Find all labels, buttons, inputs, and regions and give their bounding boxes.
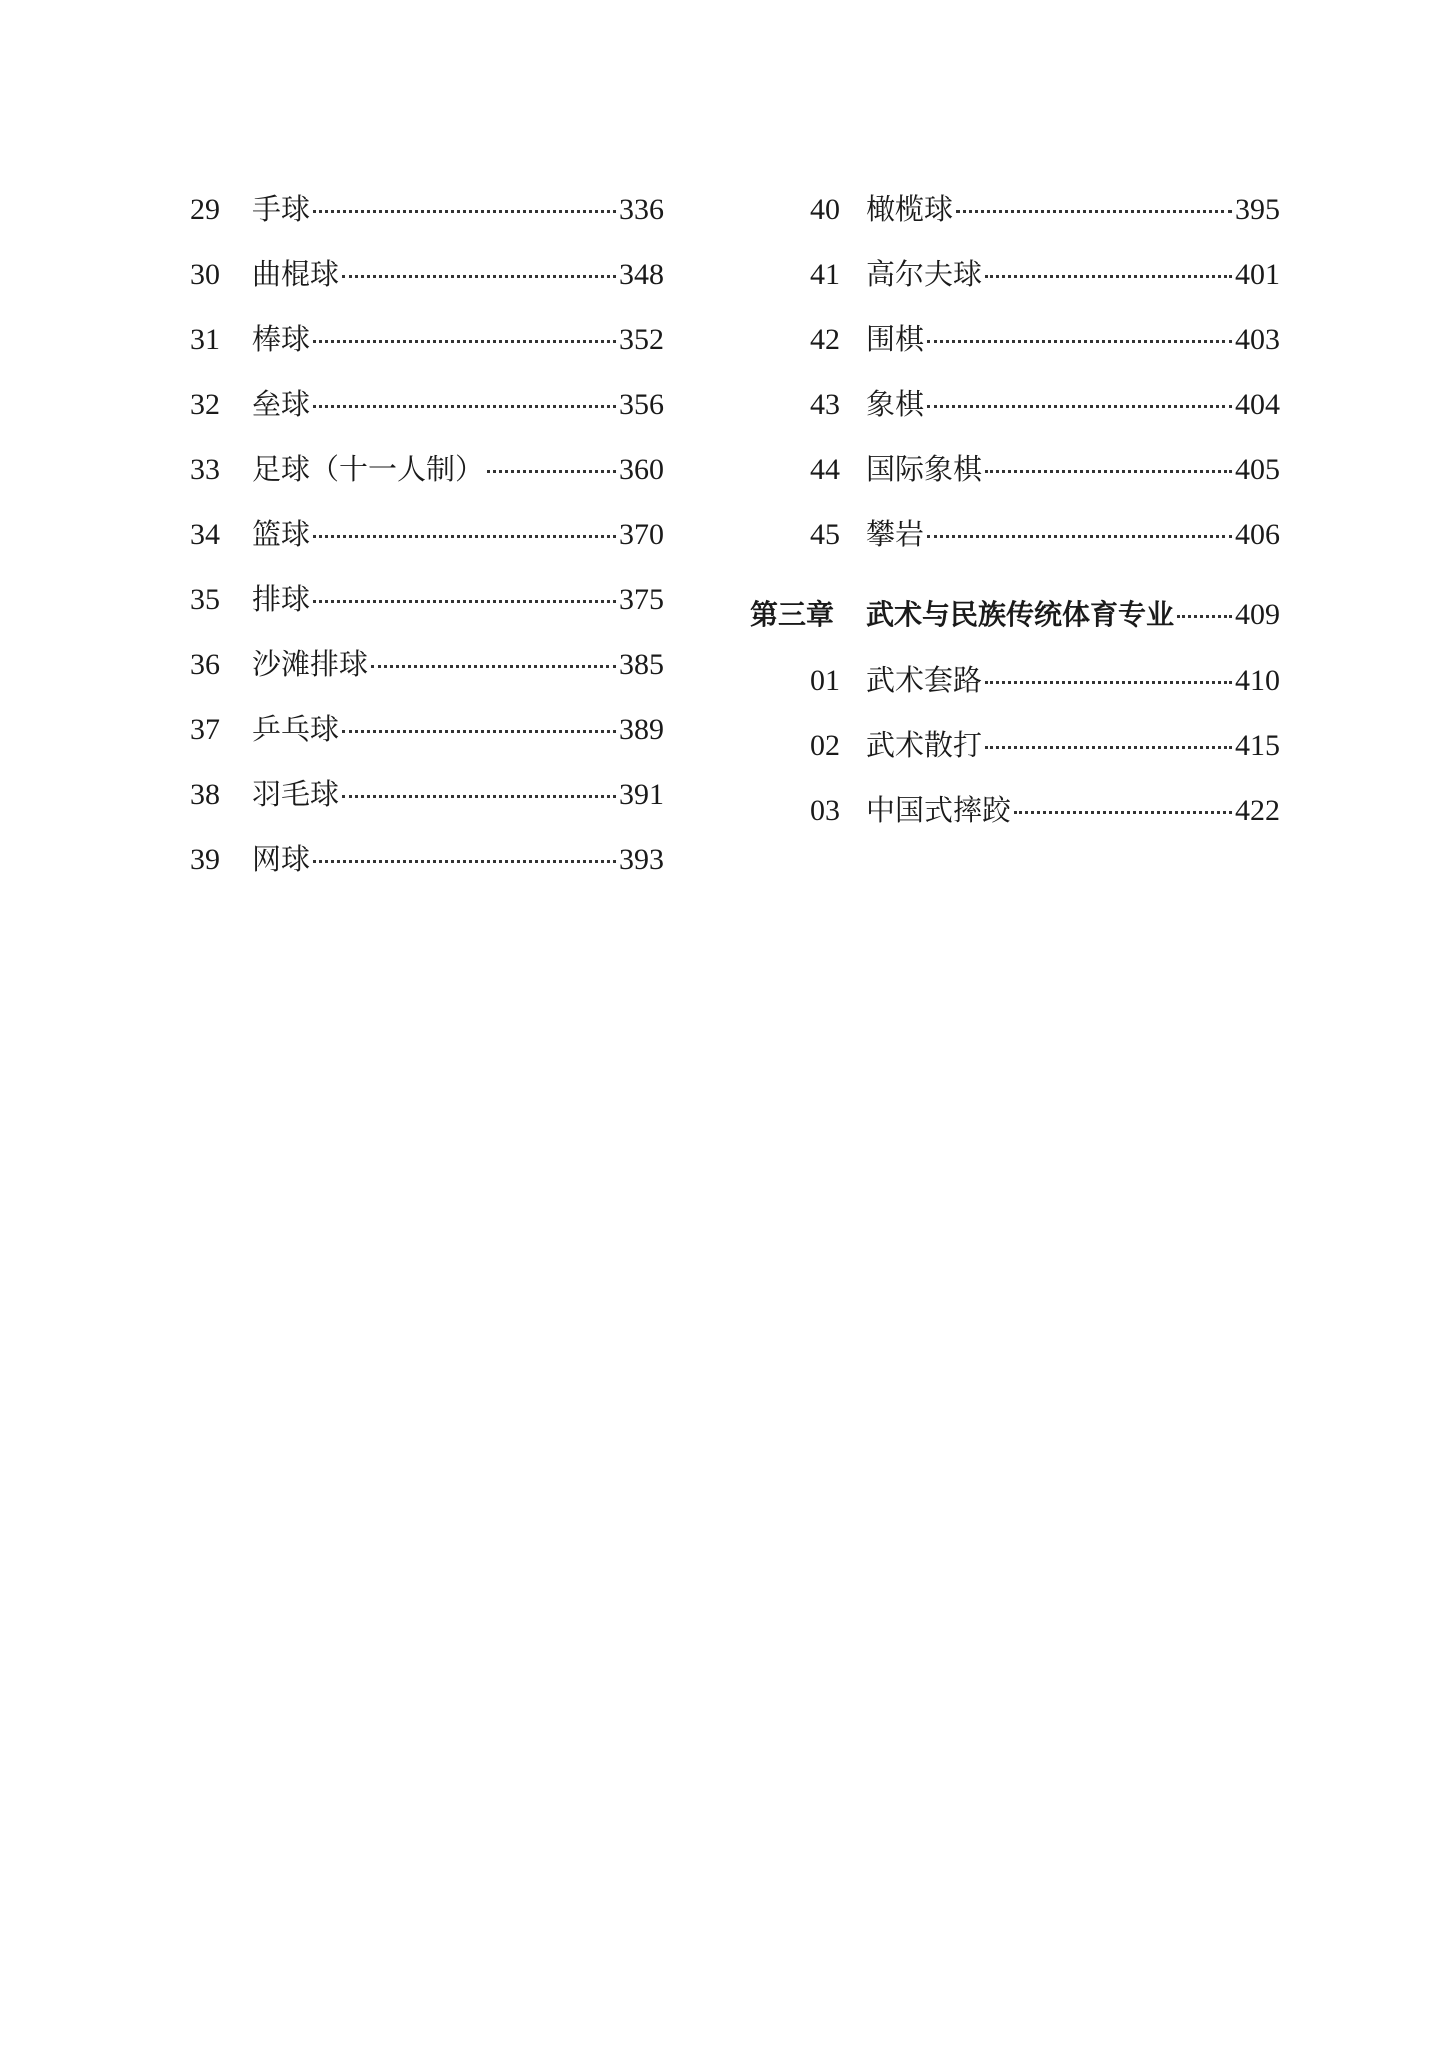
entry-page-number: 356 [619,388,664,421]
dot-leader [313,860,616,863]
entry-number: 02 [810,729,840,762]
entry-page-number: 410 [1235,664,1280,697]
toc-entry[interactable] [190,450,664,515]
toc-right-column [750,190,1280,856]
entry-page-number: 406 [1235,518,1280,551]
toc-entry[interactable] [750,450,1280,515]
entry-page-number: 389 [619,713,664,746]
entry-title: 象棋 [866,387,925,421]
entry-number: 01 [810,664,840,697]
entry-number: 35 [190,583,220,616]
entry-number: 30 [190,258,220,291]
dot-leader [487,470,616,473]
toc-entry[interactable] [190,645,664,710]
toc-entry[interactable] [190,840,664,905]
dot-leader [927,405,1232,408]
dot-leader [342,275,616,278]
toc-entry[interactable] [750,515,1280,580]
dot-leader [927,535,1232,538]
entry-title: 围棋 [866,322,925,356]
entry-title: 网球 [252,842,311,876]
entry-number: 37 [190,713,220,746]
entry-number: 03 [810,794,840,827]
toc-left-column [190,190,664,905]
entry-number: 38 [190,778,220,811]
entry-title: 攀岩 [866,517,925,551]
entry-title: 国际象棋 [866,452,983,486]
entry-number: 36 [190,648,220,681]
toc-entry[interactable] [750,320,1280,385]
toc-entry[interactable] [750,190,1280,255]
entry-page-number: 336 [619,193,664,226]
toc-entry[interactable] [190,320,664,385]
chapter-page-number: 409 [1235,598,1280,631]
dot-leader [985,681,1232,684]
entry-title: 沙滩排球 [252,647,369,681]
entry-page-number: 422 [1235,794,1280,827]
toc-entry[interactable] [750,791,1280,856]
chapter-label: 第三章 [750,598,835,631]
toc-entry[interactable] [750,385,1280,450]
dot-leader [313,210,616,213]
entry-title: 乒乓球 [252,712,340,746]
entry-number: 43 [810,388,840,421]
entry-page-number: 404 [1235,388,1280,421]
dot-leader [313,535,616,538]
chapter-heading[interactable] [750,596,1280,661]
entry-page-number: 401 [1235,258,1280,291]
entry-title: 高尔夫球 [866,257,983,291]
entry-title: 武术套路 [866,663,983,697]
dot-leader [313,340,616,343]
entry-page-number: 352 [619,323,664,356]
entry-page-number: 403 [1235,323,1280,356]
dot-leader [1177,615,1232,618]
toc-entry[interactable] [750,661,1280,726]
dot-leader [371,665,616,668]
dot-leader [313,600,616,603]
entry-title: 排球 [252,582,311,616]
entry-title: 橄榄球 [866,192,954,226]
entry-title: 武术散打 [866,728,983,762]
toc-entry[interactable] [750,726,1280,791]
dot-leader [927,340,1232,343]
entry-number: 39 [190,843,220,876]
entry-title: 羽毛球 [252,777,340,811]
entry-title: 中国式摔跤 [866,793,1012,827]
entry-number: 34 [190,518,220,551]
entry-page-number: 385 [619,648,664,681]
entry-page-number: 348 [619,258,664,291]
entry-number: 33 [190,453,220,486]
entry-number: 45 [810,518,840,551]
toc-entry[interactable] [190,710,664,775]
entry-page-number: 393 [619,843,664,876]
entry-number: 41 [810,258,840,291]
entry-number: 31 [190,323,220,356]
toc-entry[interactable] [190,580,664,645]
dot-leader [956,210,1232,213]
toc-entry[interactable] [190,255,664,320]
dot-leader [985,470,1232,473]
dot-leader [342,730,616,733]
entry-title: 足球（十一人制） [252,452,485,486]
entry-page-number: 391 [619,778,664,811]
entry-page-number: 370 [619,518,664,551]
toc-entry[interactable] [190,515,664,580]
entry-title: 曲棍球 [252,257,340,291]
entry-number: 42 [810,323,840,356]
entry-page-number: 395 [1235,193,1280,226]
dot-leader [342,795,616,798]
entry-page-number: 360 [619,453,664,486]
entry-title: 篮球 [252,517,311,551]
toc-entry[interactable] [750,255,1280,320]
toc-entry[interactable] [190,775,664,840]
toc-entry[interactable] [190,190,664,255]
entry-title: 手球 [252,192,311,226]
dot-leader [985,746,1232,749]
entry-title: 棒球 [252,322,311,356]
entry-number: 44 [810,453,840,486]
entry-number: 32 [190,388,220,421]
entry-number: 40 [810,193,840,226]
dot-leader [313,405,616,408]
dot-leader [985,275,1232,278]
dot-leader [1014,811,1232,814]
toc-entry[interactable] [190,385,664,450]
chapter-title: 武术与民族传统体育专业 [866,598,1175,631]
entry-number: 29 [190,193,220,226]
entry-title: 垒球 [252,387,311,421]
entry-page-number: 415 [1235,729,1280,762]
entry-page-number: 405 [1235,453,1280,486]
entry-page-number: 375 [619,583,664,616]
